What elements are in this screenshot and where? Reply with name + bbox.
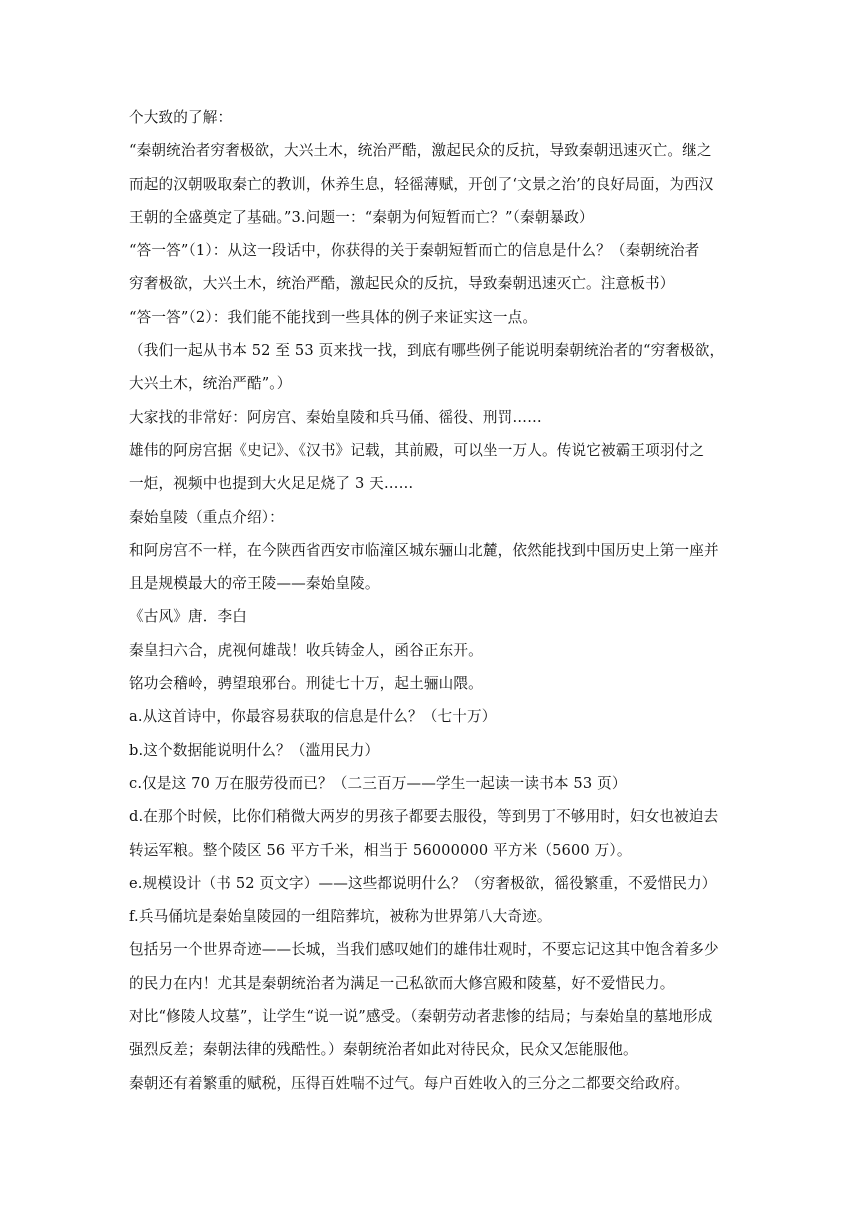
- text-line: 秦皇扫六合，虎视何雄哉！收兵铸金人，函谷正东开。: [129, 641, 483, 659]
- text-line: 秦始皇陵（重点介绍）：: [129, 508, 284, 526]
- text-line: 铭功会稽岭，骋望琅邪台。刑徒七十万，起土骊山隈。: [129, 675, 483, 693]
- text-line: 大兴土木，统治严酷”。）: [129, 375, 292, 393]
- text-line: 且是规模最大的帝王陵——秦始皇陵。: [129, 575, 380, 593]
- text-line: 包括另一个世界奇迹——长城，当我们感叹她们的雄伟壮观时，不要忘记这其中饱含着多少: [129, 941, 719, 959]
- text-line: 穷奢极欲，大兴土木，统治严酷，激起民众的反抗，导致秦朝迅速灭亡。注意板书）: [129, 275, 675, 293]
- text-line: “答一答”（1）：从这一段话中，你获得的关于秦朝短暂而亡的信息是什么？（秦朝统治者: [129, 242, 700, 260]
- text-line: 和阿房宫不一样，在今陕西省西安市临潼区城东骊山北麓，依然能找到中国历史上第一座并: [129, 541, 719, 559]
- text-line: 对比“修陵人坟墓”，让学生“说一说”感受。（秦朝劳动者悲惨的结局；与秦始皇的墓地形成: [129, 1008, 713, 1026]
- text-line: 《古风》唐．李白: [129, 608, 247, 626]
- text-line: （我们一起从书本 52 至 53 页来找一找，到底有哪些例子能说明秦朝统治者的“穷奢极欲，: [129, 342, 725, 360]
- text-line: f.兵马俑坑是秦始皇陵园的一组陪葬坑，被称为世界第八大奇迹。: [129, 908, 552, 926]
- document-body: [129, 108, 734, 1107]
- text-line: “答一答”（2）：我们能不能找到一些具体的例子来证实这一点。: [129, 308, 538, 326]
- text-line: 强烈反差；秦朝法律的残酷性。）秦朝统治者如此对待民众，民众又怎能服他。: [129, 1041, 638, 1059]
- text-line: 转运军粮。整个陵区 56 平方千米，相当于 56000000 平方米（5600 万）。: [129, 841, 632, 859]
- text-line: 雄伟的阿房宫据《史记》、《汉书》记载，其前殿，可以坐一万人。传说它被霸王项羽付之: [129, 441, 705, 459]
- text-line: 大家找的非常好：阿房宫、秦始皇陵和兵马俑、徭役、刑罚……: [129, 408, 542, 426]
- text-line: b.这个数据能说明什么？（滥用民力）: [129, 741, 380, 759]
- text-line: 秦朝还有着繁重的赋税，压得百姓喘不过气。每户百姓收入的三分之二都要交给政府。: [129, 1074, 690, 1092]
- text-line: 王朝的全盛奠定了基础。”3.问题一：“秦朝为何短暂而亡？”（秦朝暴政）: [129, 208, 594, 226]
- text-line: a.从这首诗中，你最容易获取的信息是什么？（七十万）: [129, 708, 497, 726]
- text-line: 个大致的了解：: [129, 109, 233, 126]
- text-line: 一炬，视频中也提到大火足足烧了 3 天……: [129, 475, 414, 493]
- text-line: 的民力在内！尤其是秦朝统治者为满足一己私欲而大修宫殿和陵墓，好不爱惜民力。: [129, 974, 675, 992]
- text-line: 而起的汉朝吸取秦亡的教训，休养生息，轻徭薄赋，开创了‘文景之治’的良好局面，为西汉: [129, 175, 714, 193]
- text-line: c.仅是这 70 万在服劳役而已？（二三百万——学生一起读一读书本 53 页）: [129, 774, 627, 792]
- text-line: “秦朝统治者穷奢极欲，大兴土木，统治严酷，激起民众的反抗，导致秦朝迅速灭亡。继之: [129, 142, 712, 160]
- text-line: e.规模设计（书 52 页文字）——这些都说明什么？（穷奢极欲，徭役繁重，不爱惜民力）: [129, 874, 717, 892]
- text-line: d.在那个时候，比你们稍微大两岁的男孩子都要去服役，等到男丁不够用时，妇女也被迫去: [129, 808, 719, 826]
